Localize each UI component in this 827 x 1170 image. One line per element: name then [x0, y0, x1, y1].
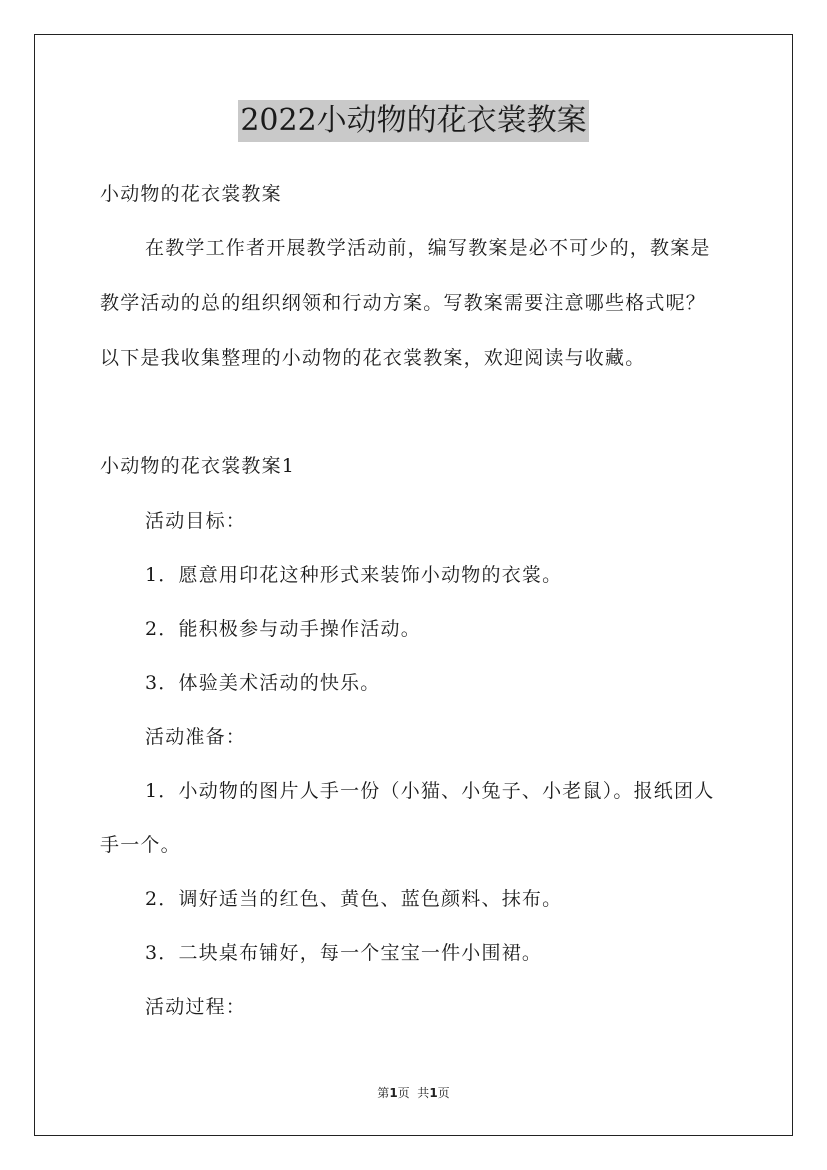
subheading-activity-process: 活动过程： [145, 996, 247, 1018]
list-item: 2．能积极参与动手操作活动。 [145, 618, 421, 640]
paragraph-line: 在教学工作者开展教学活动前，编写教案是必不可少的，教案是 [145, 237, 711, 259]
list-item-continuation: 手一个。 [100, 834, 181, 856]
footer-page-number: 1 [389, 1086, 398, 1100]
list-item: 1．小动物的图片人手一份（小猫、小兔子、小老鼠）。报纸团人 [145, 780, 715, 802]
list-item: 2．调好适当的红色、黄色、蓝色颜料、抹布。 [145, 888, 563, 910]
list-item: 3．体验美术活动的快乐。 [145, 672, 381, 694]
section-heading: 小动物的花衣裳教案 [100, 183, 282, 205]
title-container [0, 100, 827, 142]
document-title: 2022小动物的花衣裳教案 [238, 100, 588, 142]
page-footer [0, 1084, 827, 1101]
footer-mid: 页 共 [397, 1086, 430, 1100]
subheading-activity-prep: 活动准备： [145, 726, 247, 748]
subheading-activity-goals: 活动目标： [145, 510, 247, 532]
list-item: 1．愿意用印花这种形式来装饰小动物的衣裳。 [145, 564, 563, 586]
footer-total-pages: 1 [429, 1086, 438, 1100]
section-heading: 小动物的花衣裳教案1 [100, 455, 296, 477]
paragraph-line: 教学活动的总的组织纲领和行动方案。写教案需要注意哪些格式呢？ [100, 292, 707, 314]
paragraph-line: 以下是我收集整理的小动物的花衣裳教案，欢迎阅读与收藏。 [100, 347, 646, 369]
footer-suffix: 页 [437, 1086, 450, 1100]
list-item: 3．二块桌布铺好，每一个宝宝一件小围裙。 [145, 942, 543, 964]
footer-prefix: 第 [377, 1086, 390, 1100]
